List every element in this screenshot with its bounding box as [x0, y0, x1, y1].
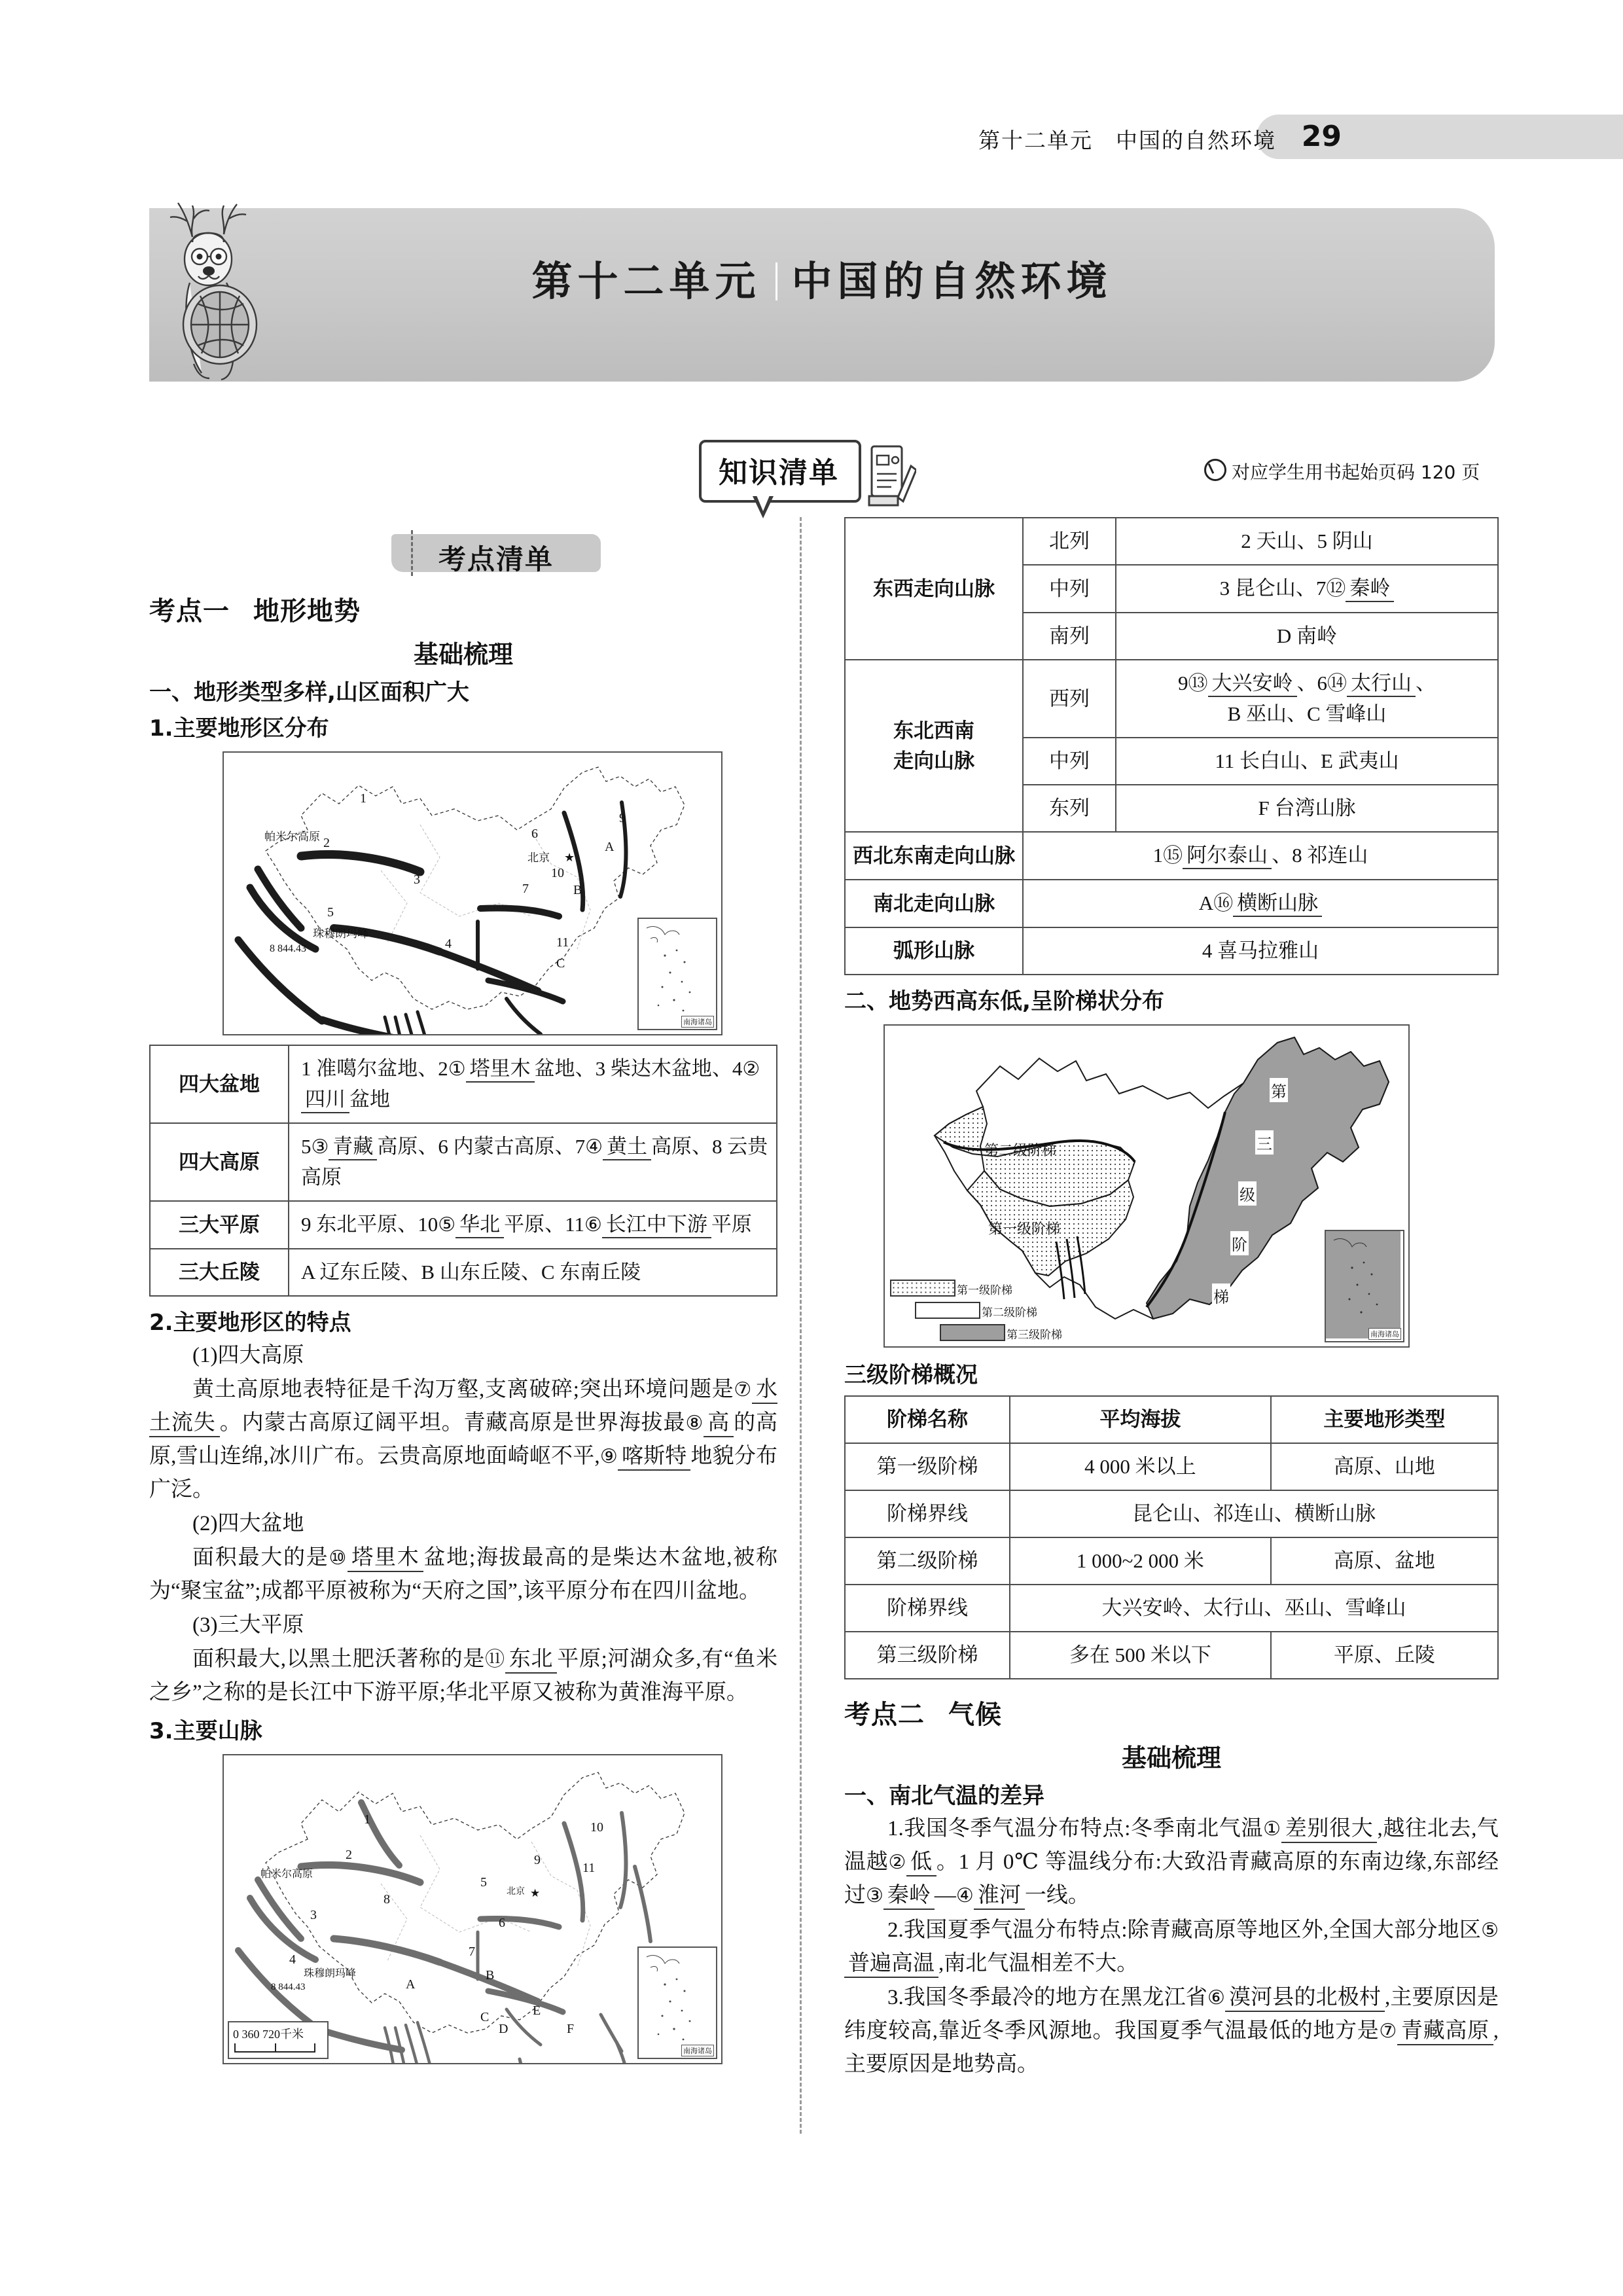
- sub-label: 中列: [1023, 565, 1116, 613]
- sub-label: 东列: [1023, 785, 1116, 832]
- table-row: [150, 1045, 777, 1123]
- kp2-name: 气候: [948, 1700, 1002, 1730]
- cell-value: 昆仑山、祁连山、横断山脉: [1010, 1490, 1498, 1537]
- row-label: 四大高原: [150, 1123, 289, 1201]
- scale-bar-graphic: [234, 2043, 315, 2053]
- map1-label-A: A: [605, 840, 615, 854]
- static-text: 9: [1178, 672, 1188, 694]
- table-row: [845, 927, 1498, 975]
- inset-caption-1: 南海诸岛: [681, 1016, 714, 1028]
- legend-label-step3: 第三级阶梯: [1007, 1329, 1062, 1341]
- static-text: 9 东北平原、10: [301, 1213, 438, 1236]
- blank-number: ⑩: [329, 1547, 348, 1569]
- map1-label-4: 4: [445, 937, 452, 951]
- blank-number: ③: [311, 1136, 329, 1158]
- blank-number: ⑨: [599, 1446, 618, 1467]
- answer-blank: 普遍高温: [844, 1952, 938, 1978]
- static-text: 一线。: [1024, 1884, 1090, 1907]
- static-text: 平原: [711, 1213, 752, 1236]
- static-text: 。1 月 0℃ 等温线分布:大致沿青藏高原的东南边缘,东部经过: [844, 1850, 1499, 1907]
- banner-separator: [776, 262, 777, 300]
- answer-blank: 秦岭: [1346, 577, 1394, 602]
- three-step-table: [844, 1395, 1499, 1679]
- map1-label-2: 2: [323, 836, 330, 850]
- cell-value: 多在 500 米以下: [1010, 1632, 1271, 1679]
- row-value: [289, 1201, 777, 1249]
- row-label: 阶梯界线: [845, 1490, 1010, 1537]
- kp1-number: 考点一: [149, 596, 230, 626]
- blank-number: ②: [742, 1058, 760, 1080]
- map2-label-F: F: [567, 2022, 575, 2036]
- blank-number: ⑪: [485, 1649, 505, 1670]
- static-text: 面积最大的是: [192, 1546, 329, 1570]
- kp1-sub-1: 1.主要地形区分布: [149, 715, 329, 742]
- kp2-section-1: 一、南北气温的差异: [844, 1783, 1044, 1809]
- map2-label-3: 3: [310, 1908, 317, 1922]
- map2-label-B: B: [486, 1968, 495, 1982]
- static-text: 1: [1152, 844, 1164, 867]
- static-text: ,主要原因是地势高。: [844, 2019, 1499, 2076]
- row-value: [1116, 660, 1498, 738]
- answer-blank: 黄土: [603, 1135, 651, 1160]
- group-label: 西北东南走向山脉: [845, 832, 1023, 880]
- static-text: D 南岭: [1276, 624, 1338, 647]
- map3-label-step2: 第二级阶梯: [984, 1142, 1057, 1158]
- exam-point-1-heading: [149, 590, 777, 628]
- map1-label-6: 6: [531, 827, 538, 841]
- blank-number: ⑯: [1213, 893, 1234, 914]
- kp2-paragraph-3: [844, 1981, 1499, 2081]
- legend-swatch-step2: [915, 1302, 980, 1319]
- static-text: ,主要原因是纬度较高,靠近冬季风源地。我国夏季气温最低的地方是: [844, 1986, 1499, 2043]
- sub-label: 中列: [1023, 738, 1116, 785]
- column-header: 平均海拔: [1010, 1396, 1271, 1443]
- right-column: [844, 517, 1499, 2082]
- static-text: 3 昆仑山、7: [1219, 577, 1327, 600]
- left-column: [149, 517, 777, 2073]
- row-value: [1116, 518, 1498, 565]
- table-row: [845, 660, 1498, 738]
- answer-blank: 差别很大: [1281, 1817, 1378, 1843]
- kp2-paragraph-2: [844, 1914, 1499, 1980]
- answer-blank: 长江中下游: [602, 1213, 711, 1238]
- south-sea-inset-1: [637, 918, 717, 1030]
- blank-number: ①: [1263, 1818, 1281, 1840]
- kp1-jichu-label: 基础梳理: [413, 640, 513, 669]
- three-step-table-wrap: [844, 1395, 1499, 1679]
- table-header-row: [845, 1396, 1498, 1443]
- row-value: [289, 1249, 777, 1296]
- static-text: 、6: [1296, 672, 1327, 694]
- sub-label: 北列: [1023, 518, 1116, 565]
- page-number: 29: [1301, 120, 1342, 153]
- table-row: [845, 1585, 1498, 1632]
- blank-number: ⑦: [734, 1379, 752, 1401]
- static-text: 高原、6 内蒙古高原、7: [377, 1135, 586, 1158]
- static-text: 高原、8 云贵高原: [301, 1135, 768, 1189]
- banner-unit-number: 第十二单元: [531, 257, 761, 305]
- answer-blank: 东北: [505, 1647, 557, 1674]
- cell-value: 高原、山地: [1271, 1443, 1498, 1490]
- answer-blank: 淮河: [974, 1884, 1025, 1910]
- static-text: F 台湾山脉: [1258, 797, 1356, 819]
- blank-number: ⑬: [1188, 673, 1208, 694]
- row-label: 第一级阶梯: [845, 1443, 1010, 1490]
- legend-swatch-step1: [890, 1280, 955, 1297]
- mountain-trend-table: [844, 517, 1499, 975]
- row-value: [1023, 832, 1498, 880]
- beijing-star-icon-2: ★: [530, 1887, 541, 1899]
- answer-blank: 青藏高原: [1397, 2019, 1493, 2045]
- row-label: 第二级阶梯: [845, 1537, 1010, 1585]
- group-label: 东西走向山脉: [845, 518, 1023, 660]
- landform-regions-table: [149, 1045, 777, 1297]
- blank-number: ⑫: [1326, 578, 1346, 600]
- map1-label-5: 5: [327, 905, 334, 920]
- table-row: [845, 880, 1498, 927]
- answer-blank: 横断山脉: [1233, 891, 1322, 917]
- answer-blank: 四川: [301, 1088, 349, 1113]
- answer-blank: 华北: [455, 1213, 504, 1238]
- cell-value: 大兴安岭、太行山、巫山、雪峰山: [1010, 1585, 1498, 1632]
- map2-label-beijing: 北京: [507, 1887, 525, 1897]
- static-text: 1 准噶尔盆地、2: [301, 1057, 448, 1080]
- map1-label-C: C: [556, 956, 565, 971]
- map2-label-A: A: [406, 1977, 416, 1992]
- static-text: 、: [1416, 672, 1436, 694]
- map1-label-7: 7: [522, 882, 529, 896]
- row-value: [289, 1045, 777, 1123]
- kp1-sub-3: 3.主要山脉: [149, 1718, 262, 1744]
- static-text: A: [1198, 891, 1214, 914]
- row-label: 阶梯界线: [845, 1585, 1010, 1632]
- static-text: ,越往北去,气温越: [844, 1817, 1499, 1874]
- kp1-paragraph-3: [149, 1643, 777, 1709]
- kp1-paragraph-2: [149, 1541, 777, 1607]
- table-row: [150, 1201, 777, 1249]
- map2-label-pamir: 帕米尔高原: [260, 1869, 313, 1880]
- static-text: 1.我国冬季气温分布特点:冬季南北气温: [887, 1817, 1264, 1840]
- map1-label-10: 10: [551, 866, 564, 880]
- map2-label-5: 5: [480, 1875, 487, 1890]
- row-label: 第三级阶梯: [845, 1632, 1010, 1679]
- sub-label: 西列: [1023, 660, 1116, 738]
- map2-label-elevation: 8 844.43: [271, 1982, 306, 1992]
- static-text: 5: [301, 1135, 312, 1158]
- map-landform-regions: [223, 751, 722, 1035]
- row-label: 四大盆地: [150, 1045, 289, 1123]
- kp1-p2-title: (2)四大盆地: [192, 1512, 304, 1535]
- group-label: 东北西南 走向山脉: [845, 660, 1023, 832]
- column-header: 主要地形类型: [1271, 1396, 1498, 1443]
- table-row: [845, 1632, 1498, 1679]
- running-head-title: 第十二单元 中国的自然环境: [978, 128, 1276, 153]
- static-text: A 辽东丘陵、B 山东丘陵、C 东南丘陵: [301, 1261, 641, 1283]
- answer-blank: 喀斯特: [618, 1444, 691, 1471]
- static-text: 盆地;海拔最高的是柴达木盆地,被称为“聚宝盆”;成都平原被称为“天府之国”,该平原分布在四川盆地。: [149, 1546, 778, 1603]
- cell-value: 1 000~2 000 米: [1010, 1537, 1271, 1585]
- static-text: 平原;河湖众多,有“鱼米之乡”之称的是长江中下游平原;华北平原又被称为黄淮海平原。: [149, 1647, 777, 1704]
- inset-caption-3: 南海诸岛: [1368, 1328, 1401, 1340]
- row-value: [1116, 785, 1498, 832]
- map1-label-beijing: 北京: [527, 852, 550, 864]
- three-step-table-title: 三级阶梯概况: [844, 1362, 978, 1388]
- scale-bar-text: 0 360 720千米: [233, 2028, 304, 2041]
- south-sea-inset-2: [637, 1946, 717, 2059]
- map2-label-6: 6: [499, 1916, 505, 1930]
- pen-circle-icon: [1204, 459, 1226, 481]
- kp2-paragraph-1: [844, 1812, 1499, 1912]
- map2-label-everest: 珠穆朗玛峰: [304, 1968, 357, 1979]
- map1-label-pamir: 帕米尔高原: [264, 831, 320, 843]
- map2-label-11: 11: [582, 1861, 596, 1875]
- blank-number: ④: [585, 1136, 603, 1158]
- map2-label-1: 1: [364, 1812, 370, 1827]
- row-value: [1116, 565, 1498, 613]
- kp1-p3-title: (3)三大平原: [192, 1613, 304, 1637]
- blank-number: ⑭: [1327, 673, 1347, 694]
- group-label: 南北走向山脉: [845, 880, 1023, 927]
- book-ref-text: 对应学生用书起始页码 120 页: [1232, 461, 1480, 483]
- map3-vlabel-2: 三: [1255, 1130, 1274, 1155]
- column-divider: [800, 517, 802, 2134]
- row-value: [1023, 880, 1498, 927]
- static-text: 、8 祁连山: [1272, 844, 1368, 867]
- table-row: [845, 1443, 1498, 1490]
- kp1-p1-title: (1)四大高原: [192, 1344, 304, 1367]
- map2-label-C: C: [480, 2010, 490, 2024]
- answer-blank: 高: [704, 1411, 734, 1437]
- running-head: [969, 115, 1623, 159]
- static-text: ,南北气温相差不大。: [938, 1952, 1139, 1975]
- row-label: 三大平原: [150, 1201, 289, 1249]
- map2-label-9: 9: [534, 1853, 541, 1867]
- inset-caption-2: 南海诸岛: [681, 2045, 714, 2056]
- blank-number: ⑥: [1207, 1987, 1225, 2009]
- answer-blank: 塔里木: [348, 1546, 423, 1572]
- south-sea-inset-3: [1325, 1230, 1404, 1342]
- row-value: [1023, 927, 1498, 975]
- blank-number: ⑥: [584, 1214, 602, 1236]
- static-text: 的高原,雪山连绵,冰川广布。云贵高原地面崎岖不平,: [149, 1411, 778, 1468]
- blank-number: ⑮: [1163, 845, 1183, 867]
- map1-label-9: 9: [619, 811, 626, 825]
- answer-blank: 阿尔泰山: [1183, 844, 1272, 869]
- kp1-sub-2: 2.主要地形区的特点: [149, 1310, 351, 1336]
- student-book-reference: [1204, 458, 1480, 484]
- answer-blank: 水土流失: [149, 1378, 777, 1437]
- static-text: 。内蒙古高原辽阔平坦。青藏高原是世界海拔最: [219, 1411, 686, 1435]
- legend-label-step2: 第二级阶梯: [982, 1306, 1037, 1319]
- kp1-paragraph-1: [149, 1373, 777, 1506]
- blank-number: ④: [955, 1885, 974, 1907]
- blank-number: ①: [448, 1058, 466, 1080]
- group-label: 弧形山脉: [845, 927, 1023, 975]
- map-scale-bar: [228, 2021, 329, 2059]
- answer-blank: 秦岭: [883, 1884, 935, 1910]
- table-row: [845, 1490, 1498, 1537]
- kp2-jichu-label: 基础梳理: [1121, 1744, 1221, 1772]
- answer-blank: 漠河县的北极村: [1225, 1986, 1385, 2012]
- landform-regions-table-wrap: [149, 1045, 777, 1297]
- table-row: [845, 832, 1498, 880]
- map3-legend: [890, 1280, 1086, 1342]
- kp1-section-2: 二、地势西高东低,呈阶梯状分布: [844, 988, 1164, 1014]
- answer-blank: 塔里木: [466, 1057, 535, 1083]
- map2-label-8: 8: [383, 1892, 390, 1907]
- blank-number: ⑤: [438, 1214, 456, 1236]
- map-mountain-ranges: [223, 1754, 722, 2064]
- table-row: [845, 1537, 1498, 1585]
- knowledge-list-label: 知识清单: [719, 456, 839, 490]
- map2-label-D: D: [499, 2022, 508, 2036]
- static-text: 2 天山、5 阴山: [1241, 529, 1373, 552]
- static-text: 地貌分布广泛。: [149, 1444, 778, 1501]
- row-value: [1116, 738, 1498, 785]
- static-text: 盆地、3 柴达木盆地、4: [534, 1057, 743, 1080]
- map3-vlabel-4: 阶: [1230, 1231, 1249, 1255]
- answer-blank: 太行山: [1347, 672, 1416, 697]
- row-value: [1116, 613, 1498, 660]
- cell-value: 高原、盆地: [1271, 1537, 1498, 1585]
- map1-label-everest: 珠穆朗玛峰: [313, 927, 368, 940]
- table-row: [150, 1249, 777, 1296]
- answer-blank: 大兴安岭: [1208, 672, 1297, 697]
- blank-number: ②: [888, 1852, 907, 1873]
- static-text: 2.我国夏季气温分布特点:除青藏高原等地区外,全国大部分地区: [887, 1918, 1482, 1942]
- static-text: 11 长白山、E 武夷山: [1215, 749, 1399, 772]
- bubble-tail-inner: [757, 495, 770, 511]
- blank-number: ⑦: [1379, 2020, 1398, 2042]
- exam-points-badge-label: 考点清单: [438, 543, 554, 575]
- column-header: 阶梯名称: [845, 1396, 1010, 1443]
- map2-label-4: 4: [289, 1952, 296, 1967]
- static-text: —: [934, 1884, 956, 1907]
- mountain-trend-table-wrap: [844, 517, 1499, 975]
- kp2-number: 考点二: [844, 1700, 925, 1730]
- static-text: 面积最大,以黑土肥沃著称的是: [192, 1647, 486, 1671]
- cell-value: 4 000 米以上: [1010, 1443, 1271, 1490]
- exam-point-2-heading: [844, 1694, 1499, 1731]
- map1-label-3: 3: [414, 872, 420, 887]
- blank-number: ③: [866, 1885, 883, 1907]
- table-row: [150, 1123, 777, 1201]
- static-text: 盆地: [349, 1088, 390, 1111]
- map3-vlabel-5: 梯: [1212, 1283, 1230, 1308]
- banner-unit-name: 中国的自然环境: [791, 257, 1113, 305]
- notepad-pen-icon: [864, 440, 916, 512]
- static-text: 黄土高原地表特征是千沟万壑,支离破碎;突出环境问题是: [192, 1378, 734, 1401]
- static-text: 3.我国冬季最冷的地方在黑龙江省: [887, 1986, 1207, 2009]
- map2-label-10: 10: [590, 1820, 603, 1835]
- row-value: [289, 1123, 777, 1201]
- map3-label-step1: 第一级阶梯: [988, 1221, 1061, 1237]
- blank-number: ⑧: [685, 1412, 704, 1434]
- cell-value: 平原、丘陵: [1271, 1632, 1498, 1679]
- blank-number: ⑤: [1481, 1920, 1499, 1941]
- row-label: 三大丘陵: [150, 1249, 289, 1296]
- map1-label-1: 1: [360, 791, 366, 806]
- map1-label-11: 11: [556, 935, 569, 950]
- static-text: 4 喜马拉雅山: [1202, 939, 1319, 962]
- map1-label-B: B: [573, 883, 582, 897]
- map2-label-E: E: [533, 2003, 541, 2018]
- legend-swatch-step3: [940, 1324, 1005, 1341]
- table-row: [845, 518, 1498, 565]
- kp1-section-1: 一、地形类型多样,山区面积广大: [149, 679, 469, 706]
- beijing-star-icon: ★: [564, 851, 575, 864]
- map3-vlabel-3: 级: [1238, 1181, 1257, 1206]
- static-text: 平原、11: [504, 1213, 585, 1236]
- sub-label: 南列: [1023, 613, 1116, 660]
- kp1-name: 地形地势: [253, 596, 361, 626]
- legend-label-step1: 第一级阶梯: [957, 1284, 1012, 1297]
- map2-label-2: 2: [346, 1848, 352, 1862]
- map1-label-elevation: 8 844.43: [270, 943, 306, 954]
- answer-blank: 青藏: [329, 1135, 377, 1160]
- answer-blank: 低: [906, 1850, 936, 1876]
- map3-vlabel-1: 第: [1270, 1078, 1288, 1102]
- map2-label-7: 7: [469, 1945, 475, 1959]
- map-three-steps: [883, 1024, 1410, 1348]
- banner-title: [149, 249, 1495, 307]
- static-text: B 巫山、C 雪峰山: [1227, 702, 1387, 725]
